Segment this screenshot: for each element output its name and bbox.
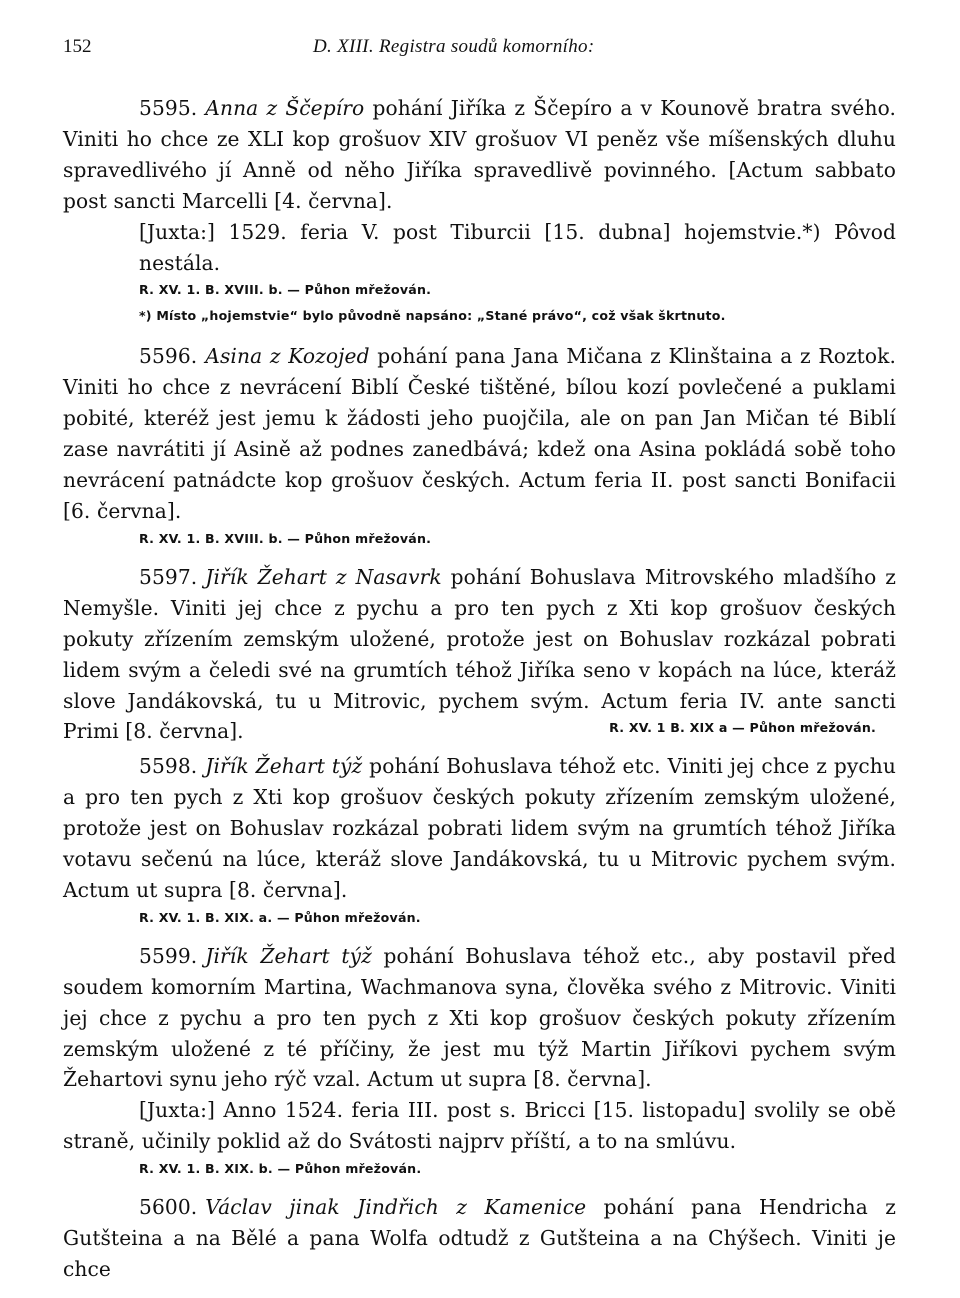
entry-number: 5597. (139, 564, 198, 589)
entry-juxta: [Juxta:] 1529. feria V. post Tiburcii [15. dubna] hojemstvie.*) Pôvod nestála. (139, 219, 896, 275)
running-title: D. XIII. Registra soudů komorního: (313, 36, 595, 57)
entry-body (63, 751, 896, 906)
entry-person: Anna z Ščepíro (205, 96, 365, 120)
entry-number: 5596. (139, 344, 198, 369)
entry-number: 5598. (139, 754, 198, 779)
archival-note: R. XV. 1. B. XIX. b. — Půhon mřežován. (139, 1161, 422, 1177)
entry-body (63, 941, 896, 1096)
entry-5595 (63, 93, 896, 325)
entry-5598 (63, 751, 896, 928)
entry-text: pohání Jiříka z Ščepíro a v Kounově bratra svého. Viniti ho chce ze XLI kop grošuov XIV grošuov VI peněz vše míšenských dluhu spravedlivého jí Anně od něho Jiříka spravedlivě povinného. [Actum sabbato post sancti Marcelli [4. června]. (63, 96, 896, 213)
page-header (63, 36, 896, 70)
entry-5599 (63, 941, 896, 1179)
entry-number: 5600. (139, 1195, 198, 1220)
entry-person: Václav jinak Jindřich z Kamenice (205, 1195, 587, 1220)
entry-text: pohání pana Hendricha z Gutšteina a na Bělé a pana Wolfa odtudž z Gutšteina a na Chýšech. Viniti je chce (63, 1195, 896, 1281)
document-page (63, 36, 896, 1298)
entry-person: Jiřík Žehart z Nasavrk (205, 564, 442, 589)
entry-person: Jiřík Žehart týž (205, 943, 372, 968)
archival-note: R. XV. 1. B. XVIII. b. — Půhon mřežován. (139, 530, 432, 546)
archival-note: R. XV. 1. B. XIX. a. — Půhon mřežován. (139, 909, 421, 925)
entry-body (63, 93, 896, 217)
entry-text: pohání Bohuslava téhož etc., aby postavil před soudem komorním Martina, Wachmanova syna, člověka svého z Mitrovic. Viniti jej chce z pychu a pro ten pych z Xti kop grošuov českých pokuty zřízením zemským uložené z té příčiny, že jest mu týž Martin Jiříkovi pychem svým Žehartovi synu jeho rýč vzal. Actum ut supra [8. června]. (63, 943, 897, 1092)
entry-person: Jiřík Žehart týž (205, 754, 363, 779)
entry-5597 (63, 562, 896, 744)
entry-text: pohání Bohuslava téhož etc. Viniti jej chce z pychu a pro ten pych z Xti kop grošuov českých pokuty zřízením zemským uložené, protože jest on Bohuslav rozkázal pobrati lidem svým na grumtích téhož Jiříka votavu sečenú na lúce, kteráž slove Jandákovská, tu u Mitrovic pychem svým. Actum ut supra [8. června]. (63, 754, 897, 902)
entries-list (63, 93, 896, 1285)
footnote: *) Místo „hojemstvie“ bylo původně napsáno: „Stané právo“, což však škrtnuto. (139, 308, 726, 324)
entry-5596 (63, 341, 896, 548)
entry-person: Asina z Kozojed (205, 344, 370, 369)
archival-note: R. XV. 1 B. XIX a — Půhon mřežován. (609, 720, 876, 736)
page-number: 152 (63, 36, 92, 57)
entry-text: pohání pana Jana Mičana z Klinštaina a z Roztok. Viniti ho chce z nevrácení Biblí České tištěné, bílou kozí povlečené a puklami pobité, kteréž jest jemu k žádosti jeho puojčila, ale on pan Jan Mičan té Biblí zase navrátiti jí Asině až podnes zanedbává; kdež ona Asina pokládá sobě toho nevrácení patnádcte kop grošuov českých. Actum feria II. post sancti Bonifacii [6. června]. (63, 344, 897, 523)
archival-note: R. XV. 1. B. XVIII. b. — Půhon mřežován. (139, 282, 432, 298)
entry-text: pohání Bohuslava Mitrovského mladšího z Nemyšle. Viniti jej chce z pychu a pro ten pych z Xti kop grošuov českých pokuty zřízením zemským uložené, protože jest on Bohuslav rozkázal pobrati lidem svým a čeledi své na grumtích téhož Jiříka seno v kopách na lúce, kteráž slove Jandákovská, tu u Mitrovic, pychem svým. Actum feria IV. ante sancti Primi [8. června]. (63, 564, 896, 744)
entry-body (63, 341, 896, 526)
entry-number: 5595. (139, 96, 198, 120)
entry-number: 5599. (139, 943, 198, 968)
entry-juxta: [Juxta:] Anno 1524. feria III. post s. Bricci [15. listopadu] svolily se obě straně, učinily poklid až do Svátosti najprv příští, a to na smlúvu. (63, 1098, 896, 1154)
